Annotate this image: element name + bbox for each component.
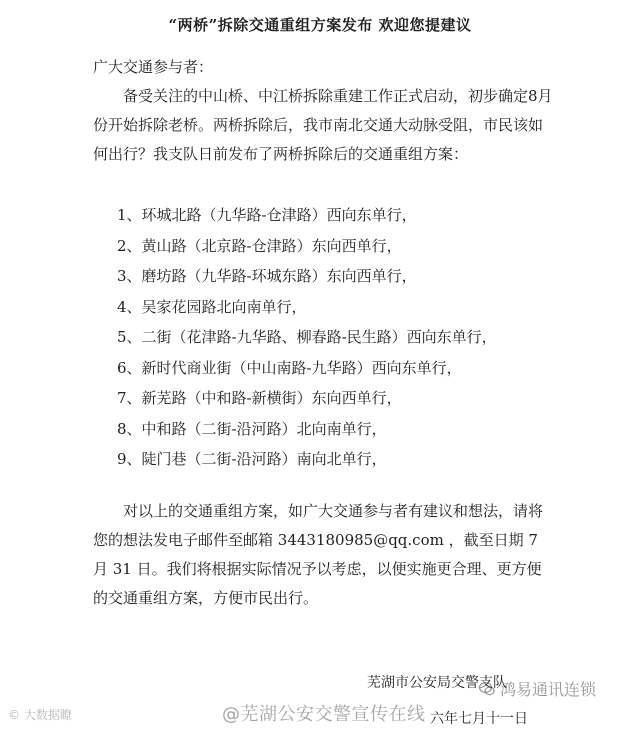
date: 六年七月十一日 xyxy=(430,711,528,727)
closing-paragraph xyxy=(93,497,553,613)
watermark-right xyxy=(478,677,596,700)
route-list xyxy=(117,200,497,475)
route-item: 3、磨坊路（九华路-环城东路）东向西单行， xyxy=(117,267,417,285)
route-item: 8、中和路（二街-沿河路）北向南单行， xyxy=(117,419,387,438)
signature: 芜湖市公安局交警支队 xyxy=(367,675,507,691)
document-title: “两桥”拆除交通重组方案发布 欢迎您提建议 xyxy=(168,16,472,34)
route-item: 5、二街（花津路-九华路、柳春路-民生路）西向东单行， xyxy=(117,328,497,346)
wechat-icon xyxy=(478,680,496,698)
route-item: 1、环城北路（九华路-仓津路）西向东单行， xyxy=(117,206,417,224)
route-item: 7、新芜路（中和路-新横街）东向西单行， xyxy=(117,389,402,407)
salutation: 广大交通参与者： xyxy=(93,58,214,76)
closing-text: 对以上的交通重组方案，如广大交通参与者有建议和想法，请将您的想法发电子邮件至邮箱 3443180985@qq.com ，截至日期 7 月 31 日。我们将根据实际情况予以考虑，以便实施更合理、更方便的交通重组方案，方便市民出行。 xyxy=(93,502,544,607)
watermark-center: @芜湖公安交警宣传在线 xyxy=(222,704,426,725)
intro-text: 备受关注的中山桥、中江桥拆除重建工作正式启动，初步确定8月份开始拆除老桥。两桥拆除后，我市南北交通大动脉受阻，市民该如何出行？我支队日前发布了两桥拆除后的交通重组方案： xyxy=(93,87,553,163)
route-item: 6、新时代商业街（中山南路-九华路）西向东单行， xyxy=(117,358,462,377)
route-item: 9、陡门巷（二街-沿河路）南向北单行， xyxy=(117,450,387,468)
intro-paragraph xyxy=(93,82,553,169)
watermark-left: © 大数据瞭 xyxy=(8,708,72,722)
watermark-right-text: 鸿易通讯连锁 xyxy=(500,680,597,699)
route-item: 2、黄山路（北京路-仓津路）东向西单行， xyxy=(117,236,402,255)
route-item: 4、吴家花园路北向南单行， xyxy=(117,297,307,316)
